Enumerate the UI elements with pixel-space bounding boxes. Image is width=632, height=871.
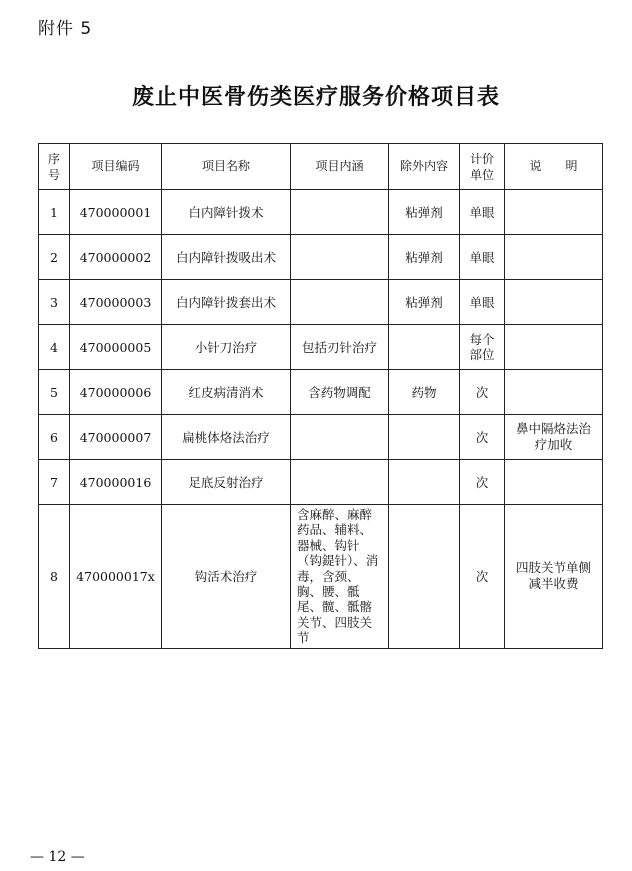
cell-excluded: [389, 460, 460, 505]
cell-seq: 8: [39, 505, 70, 649]
cell-excluded: 药物: [389, 370, 460, 415]
table-row: [39, 280, 603, 325]
table-row: [39, 235, 603, 280]
cell-seq: 3: [39, 280, 70, 325]
cell-code: 470000001: [70, 190, 162, 235]
cell-excluded: [389, 415, 460, 460]
cell-excluded: 粘弹剂: [389, 190, 460, 235]
cell-unit: 次: [460, 460, 505, 505]
cell-seq: 4: [39, 325, 70, 370]
page-title: 废止中医骨伤类医疗服务价格项目表: [131, 84, 500, 110]
cell-contents: [291, 235, 389, 280]
table-row: [39, 415, 603, 460]
cell-code: 470000017x: [70, 505, 162, 649]
cell-contents: 包括刃针治疗: [291, 325, 389, 370]
header-seq: 序号: [39, 144, 70, 190]
header-name: 项目名称: [162, 144, 291, 190]
cell-seq: 1: [39, 190, 70, 235]
cell-notes: [505, 190, 603, 235]
cell-excluded: 粘弹剂: [389, 280, 460, 325]
cell-excluded: [389, 325, 460, 370]
cell-seq: 6: [39, 415, 70, 460]
cell-unit: 单眼: [460, 280, 505, 325]
cell-unit: 次: [460, 370, 505, 415]
cell-contents: [291, 280, 389, 325]
cell-unit: 次: [460, 415, 505, 460]
cell-unit: 每个部位: [460, 325, 505, 370]
cell-name: 白内障针拨吸出术: [162, 235, 291, 280]
cell-code: 470000006: [70, 370, 162, 415]
cell-unit: 单眼: [460, 235, 505, 280]
cell-contents: 含药物调配: [291, 370, 389, 415]
cell-code: 470000016: [70, 460, 162, 505]
cell-notes: 四肢关节单侧减半收费: [505, 505, 603, 649]
cell-name: 小针刀治疗: [162, 325, 291, 370]
cell-notes: [505, 325, 603, 370]
cell-name: 白内障针拨套出术: [162, 280, 291, 325]
header-unit: 计价单位: [460, 144, 505, 190]
cell-name: 足底反射治疗: [162, 460, 291, 505]
cell-code: 470000005: [70, 325, 162, 370]
table-row: [39, 460, 603, 505]
cell-contents: [291, 415, 389, 460]
cell-code: 470000007: [70, 415, 162, 460]
table-row: [39, 325, 603, 370]
cell-notes: [505, 370, 603, 415]
cell-name: 扁桃体烙法治疗: [162, 415, 291, 460]
cell-name: 钩活术治疗: [162, 505, 291, 649]
cell-seq: 5: [39, 370, 70, 415]
cell-seq: 7: [39, 460, 70, 505]
cell-excluded: [389, 505, 460, 649]
cell-seq: 2: [39, 235, 70, 280]
table-header-row: [39, 144, 603, 190]
cell-contents: 含麻醉、麻醉药品、辅料、器械、钩针（钩鍉针）、消毒，含颈、胸、腰、骶尾、髋、骶髂关节、四肢关节: [291, 505, 389, 649]
cell-excluded: 粘弹剂: [389, 235, 460, 280]
cell-notes: [505, 235, 603, 280]
cell-contents: [291, 190, 389, 235]
header-code: 项目编码: [70, 144, 162, 190]
table-row: [39, 190, 603, 235]
price-item-table: [38, 143, 603, 649]
table-row: [39, 370, 603, 415]
cell-unit: 次: [460, 505, 505, 649]
header-notes: 说 明: [505, 144, 603, 190]
header-contents: 项目内涵: [291, 144, 389, 190]
attachment-label: 附件 5: [38, 19, 93, 39]
cell-notes: 鼻中隔烙法治疗加收: [505, 415, 603, 460]
cell-unit: 单眼: [460, 190, 505, 235]
cell-notes: [505, 280, 603, 325]
header-excluded: 除外内容: [389, 144, 460, 190]
page-number: — 12 —: [30, 849, 85, 865]
table-row: [39, 505, 603, 649]
cell-code: 470000002: [70, 235, 162, 280]
cell-contents: [291, 460, 389, 505]
cell-name: 红皮病清消术: [162, 370, 291, 415]
cell-notes: [505, 460, 603, 505]
cell-code: 470000003: [70, 280, 162, 325]
cell-name: 白内障针拨术: [162, 190, 291, 235]
